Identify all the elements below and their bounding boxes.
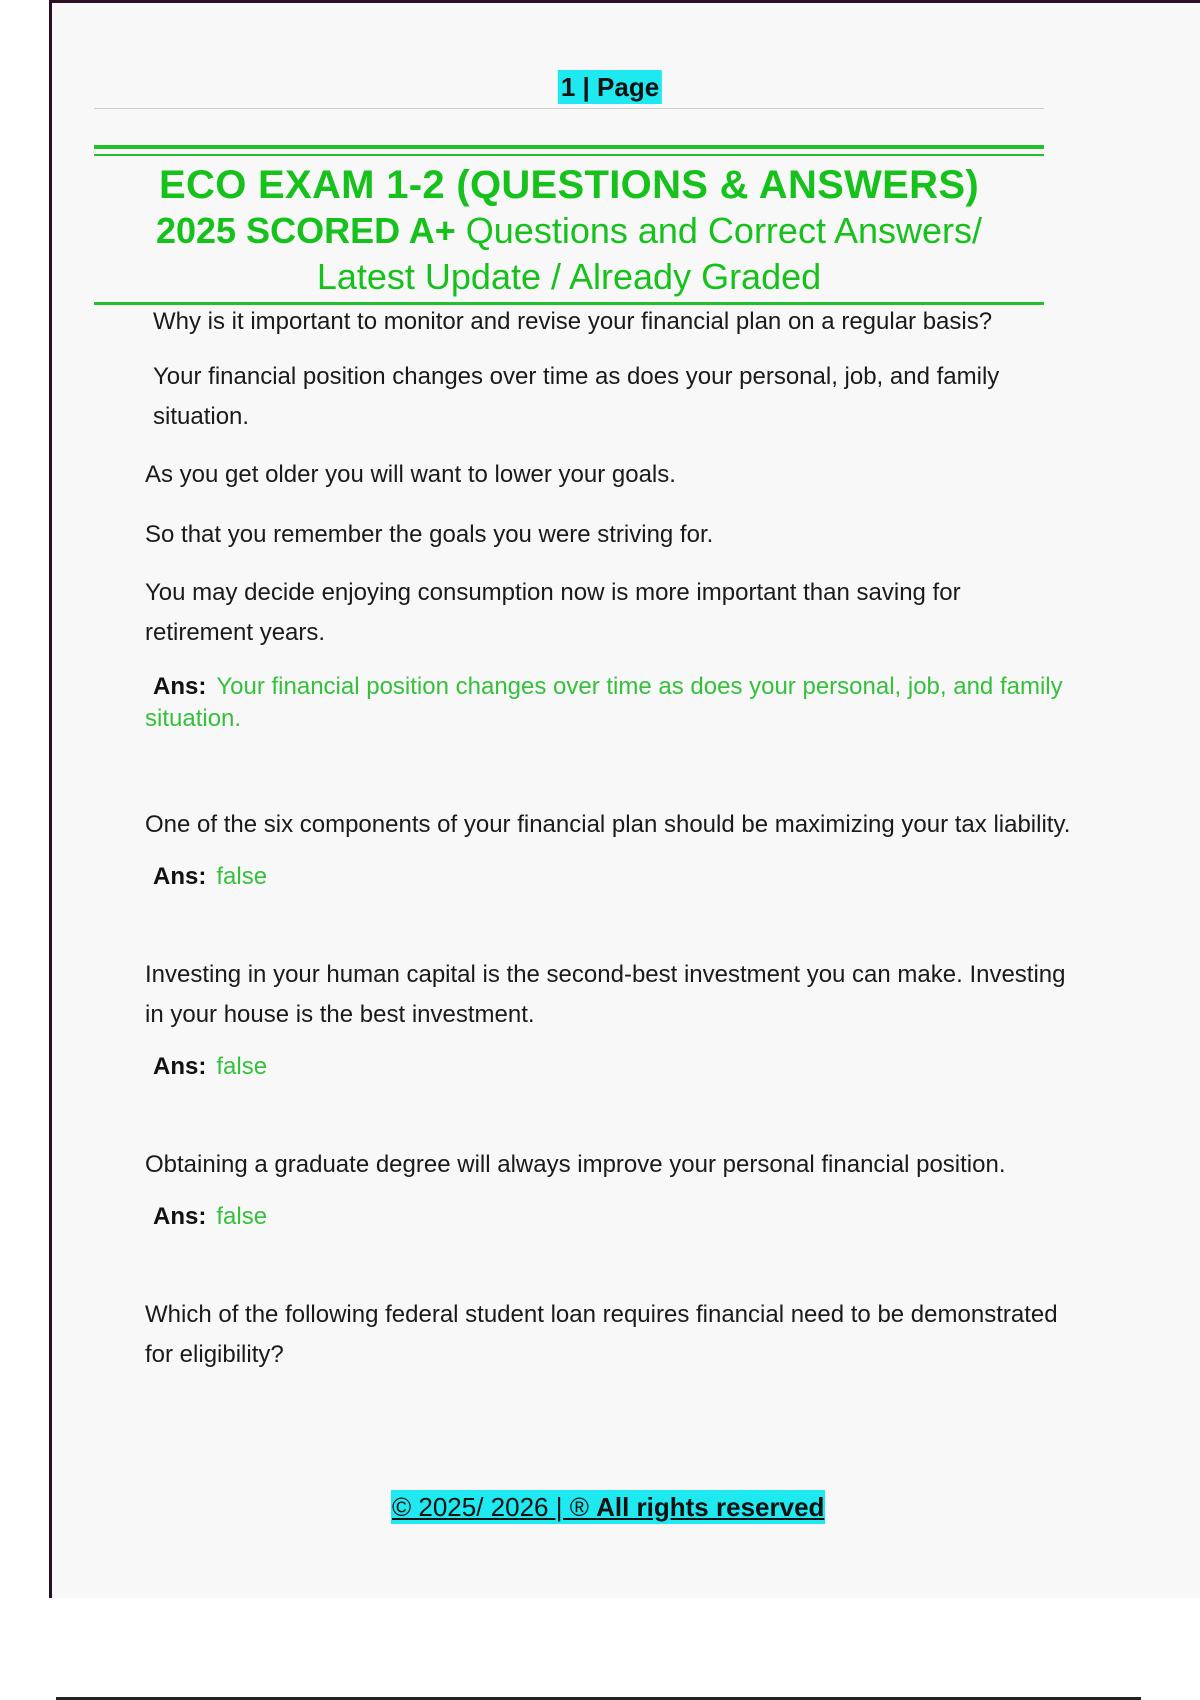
answer-label: Ans: (153, 1053, 207, 1080)
questions-content (145, 303, 1075, 1375)
title-block (94, 145, 1044, 305)
title-rule-top-thin (94, 154, 1044, 156)
header-divider (94, 108, 1044, 109)
copyright-years: © 2025/ 2026 | ® (392, 1492, 597, 1522)
subtitle-bold: 2025 SCORED A+ (155, 210, 456, 251)
question-1-option-2: As you get older you will want to lower your goals. (145, 461, 676, 488)
question-2-answer (145, 861, 1075, 893)
question-2: One of the six components of your financial plan should be maximizing your tax liability. (145, 811, 1071, 838)
answer-value: false (216, 863, 268, 890)
answer-label: Ans: (153, 673, 207, 700)
question-1-option-1: Your financial position changes over time as does your personal, job, and family situation. (153, 363, 1000, 430)
document-subtitle-line3: Latest Update / Already Graded (316, 256, 822, 297)
question-1: Why is it important to monitor and revise your financial plan on a regular basis? (153, 308, 993, 335)
question-3: Investing in your human capital is the second-best investment you can make. Investing in your house is the best investment. (145, 961, 1066, 1028)
answer-label: Ans: (153, 1203, 207, 1230)
question-1-answer (145, 671, 1075, 735)
question-1-option-3: So that you remember the goals you were striving for. (145, 521, 714, 548)
title-rule-top (94, 145, 1044, 149)
copyright-footer (391, 1490, 825, 1524)
subtitle-regular: Questions and Correct Answers/ (455, 210, 983, 251)
document-subtitle (94, 208, 1044, 254)
page-header (94, 0, 1044, 110)
answer-value: false (216, 1053, 268, 1080)
question-4-answer (145, 1201, 1075, 1233)
page-number: 1 | Page (558, 70, 662, 104)
question-4: Obtaining a graduate degree will always improve your personal financial position. (145, 1151, 1006, 1178)
answer-value: false (216, 1203, 268, 1230)
rights-reserved: All rights reserved (596, 1492, 825, 1522)
question-1-option-4: You may decide enjoying consumption now is more important than saving for retirement years. (145, 579, 961, 646)
document-title: ECO EXAM 1-2 (QUESTIONS & ANSWERS) (159, 163, 979, 207)
answer-value: Your financial position changes over time as does your personal, job, and family situation. (145, 673, 1063, 732)
answer-label: Ans: (153, 863, 207, 890)
question-3-answer (145, 1051, 1075, 1083)
question-5: Which of the following federal student loan requires financial need to be demonstrated for eligibility? (145, 1301, 1058, 1368)
